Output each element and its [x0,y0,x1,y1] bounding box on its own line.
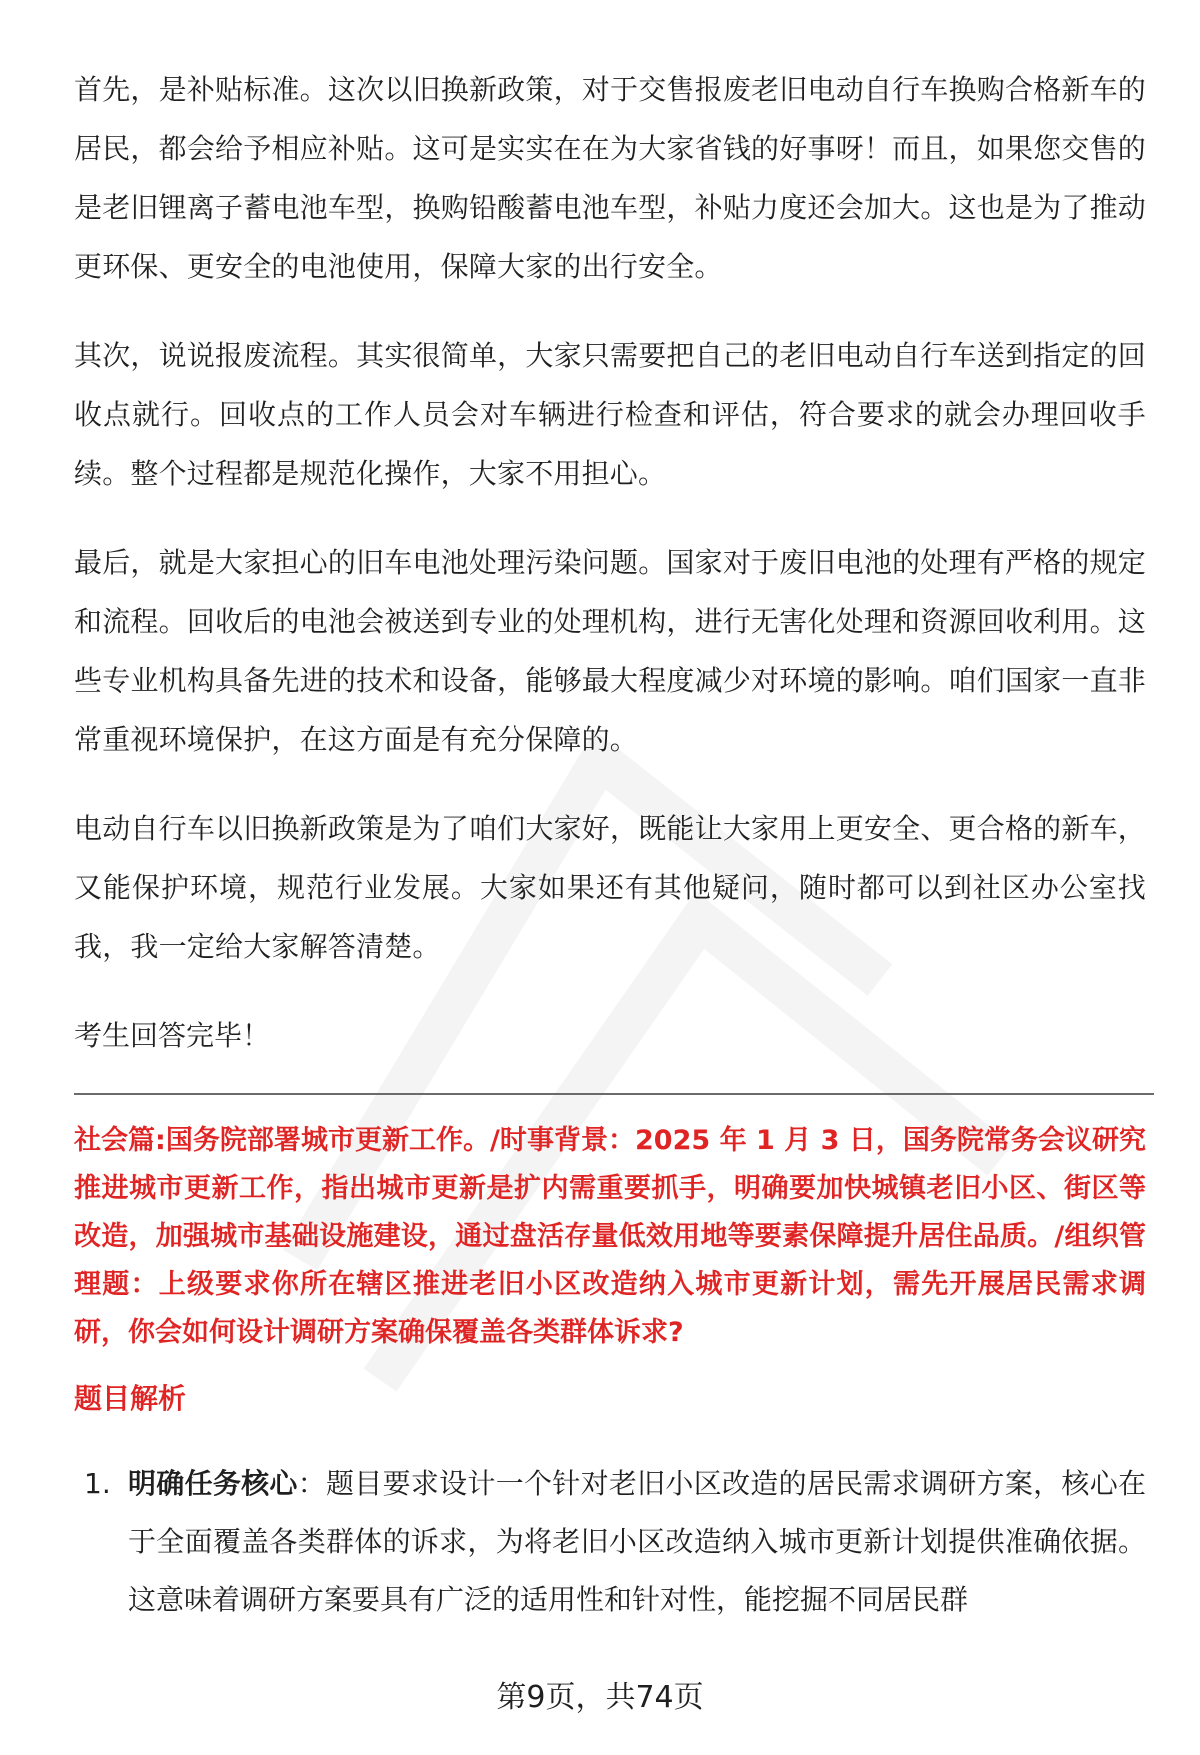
list-item [74,1455,1146,1629]
list-item-title: 明确任务核心 [128,1467,298,1500]
list-number: 1. [84,1467,111,1500]
page-footer: 第9页，共74页 [496,1680,704,1715]
section-divider [74,1093,1154,1095]
paragraph-battery: 最后，就是大家担心的旧车电池处理污染问题。国家对于废旧电池的处理有严格的规定和流程。回收后的电池会被送到专业的处理机构，进行无害化处理和资源回收利用。这些专业机构具备先进的技术和设备，能够最大程度减少对环境的影响。咱们国家一直非常重视环境保护，在这方面是有充分保障的。 [74,546,1146,756]
list-item-text: ：题目要求设计一个针对老旧小区改造的居民需求调研方案，核心在于全面覆盖各类群体的诉求，为将老旧小区改造纳入城市更新计划提供准确依据。这意味着调研方案要具有广泛的适用性和针对性，能挖掘不同居民群 [128,1467,1146,1616]
paragraph-subsidy: 首先，是补贴标准。这次以旧换新政策，对于交售报废老旧电动自行车换购合格新车的居民，都会给予相应补贴。这可是实实在在为大家省钱的好事呀！而且，如果您交售的是老旧锂离子蓄电池车型，换购铅酸蓄电池车型，补贴力度还会加大。这也是为了推动更环保、更安全的电池使用，保障大家的出行安全。 [74,73,1146,283]
paragraph-summary: 电动自行车以旧换新政策是为了咱们大家好，既能让大家用上更安全、更合格的新车，又能保护环境，规范行业发展。大家如果还有其他疑问，随时都可以到社区办公室找我，我一定给大家解答清楚。 [74,812,1146,963]
closing-line: 考生回答完毕！ [74,1019,271,1052]
paragraph-process: 其次，说说报废流程。其实很简单，大家只需要把自己的老旧电动自行车送到指定的回收点就行。回收点的工作人员会对车辆进行检查和评估，符合要求的就会办理回收手续。整个过程都是规范化操作，大家不用担心。 [74,339,1146,490]
document-page [74,60,1146,1629]
analysis-heading: 题目解析 [74,1382,187,1415]
question-text: 社会篇:国务院部署城市更新工作。/时事背景：2025 年 1 月 3 日，国务院常务会议研究推进城市更新工作，指出城市更新是扩内需重要抓手，明确要加快城镇老旧小区、街区等改造，加强城市基础设施建设，通过盘活存量低效用地等要素保障提升居住品质。/组织管理题：上级要求你所在辖区推进老旧小区改造纳入城市更新计划，需先开展居民需求调研，你会如何设计调研方案确保覆盖各类群体诉求? [74,1125,1146,1348]
